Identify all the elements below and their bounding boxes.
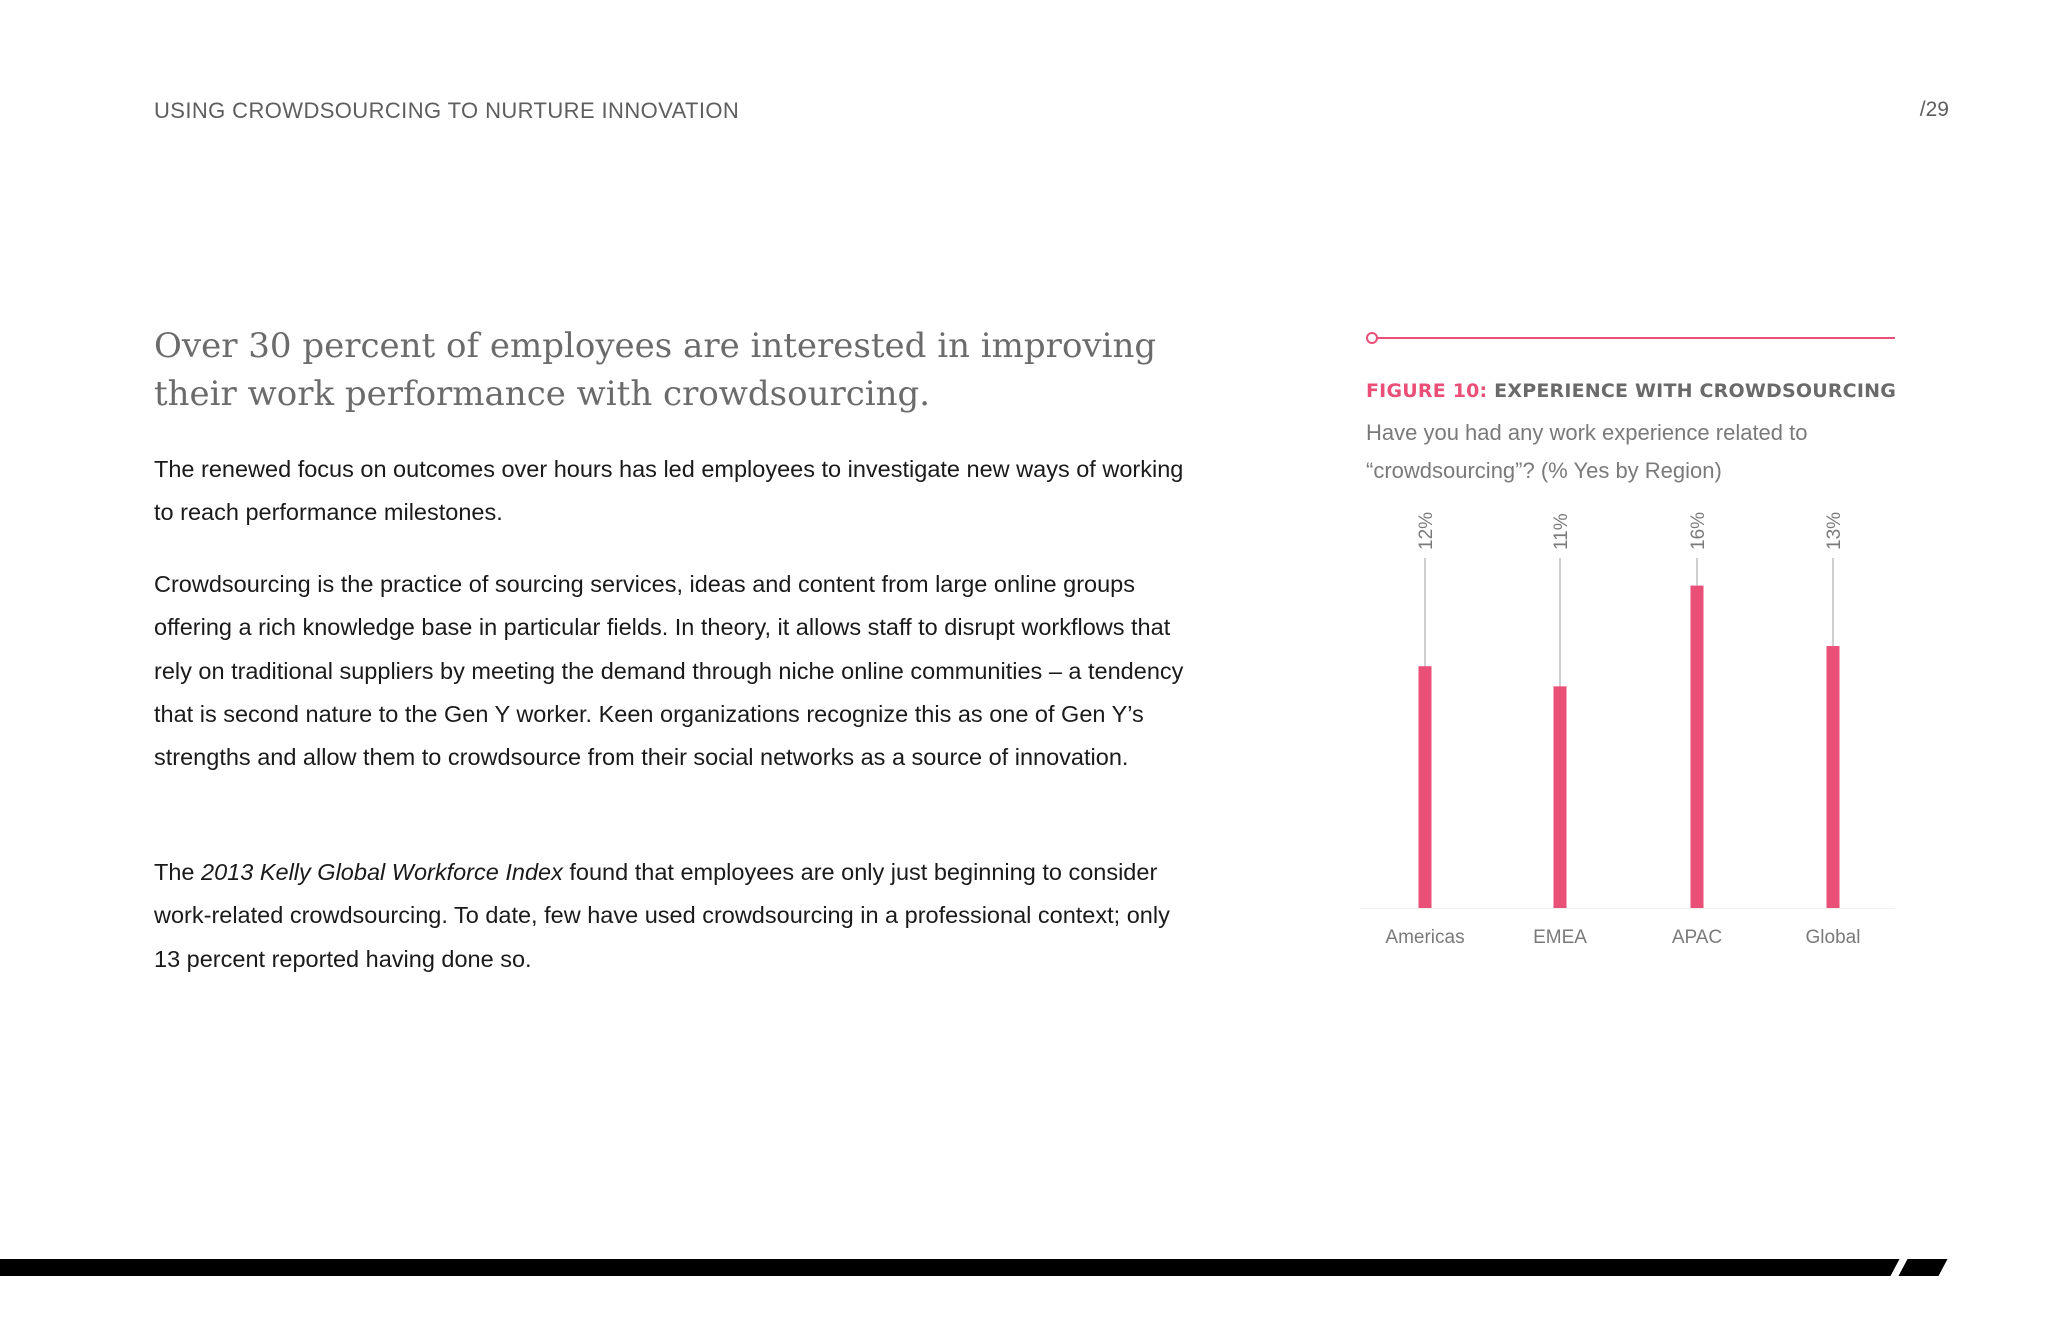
category-label: APAC bbox=[1671, 927, 1723, 948]
figure-title bbox=[1366, 380, 1896, 402]
footer-slash-2 bbox=[1898, 1259, 1947, 1276]
page-number: /29 bbox=[1919, 98, 1949, 121]
figure-divider-dot bbox=[1366, 332, 1378, 344]
footer-slash-1 bbox=[1850, 1259, 1899, 1276]
figure-divider bbox=[1371, 337, 1895, 339]
paragraph-3-rest: found that employees are only just beginning to consider work-related crowdsourcing. To date, few have used crowdsourcing in a professional context; only 13 percent reported having done so. bbox=[154, 859, 1170, 972]
bar-americas bbox=[1419, 666, 1432, 908]
footer-bar bbox=[0, 1259, 1860, 1276]
bar-emea bbox=[1554, 686, 1567, 908]
report-title: 2013 Kelly Global Workforce Index bbox=[201, 859, 563, 885]
figure-label: FIGURE 10: bbox=[1366, 380, 1488, 402]
paragraph-3-lead: The bbox=[154, 859, 202, 885]
category-label: Global bbox=[1805, 927, 1861, 948]
figure-heading: EXPERIENCE WITH CROWDSOURCING bbox=[1494, 380, 1896, 402]
body-paragraph-2: Crowdsourcing is the practice of sourcing services, ideas and content from large online groups offering a rich knowledge base in particular fields. In theory, it allows staff to disrupt workflows that rely on traditional suppliers by meeting the demand through niche online communities – a tendency that is second nature to the Gen Y worker. Keen organizations recognize this as one of Gen Y’s strengths and allow them to crowdsource from their social networks as a source of innovation. bbox=[154, 571, 1184, 771]
headline: Over 30 percent of employees are interested in improving their work performance with crowdsourcing. bbox=[154, 326, 1157, 414]
category-label: Americas bbox=[1385, 927, 1465, 948]
bar-value-label: 11% bbox=[1551, 513, 1572, 550]
body-paragraph-1: The renewed focus on outcomes over hours has led employees to investigate new ways of working to reach performance milestones. bbox=[154, 456, 1184, 526]
body-paragraph-3 bbox=[154, 851, 1194, 981]
bar-apac bbox=[1691, 586, 1704, 908]
bar-global bbox=[1827, 646, 1840, 908]
region-bar-chart bbox=[1360, 505, 1900, 965]
header-title: USING CROWDSOURCING TO NURTURE INNOVATION bbox=[154, 98, 740, 123]
category-label: EMEA bbox=[1533, 927, 1587, 948]
bar-value-label: 16% bbox=[1688, 511, 1709, 550]
bar-value-label: 12% bbox=[1416, 511, 1437, 550]
bar-value-label: 13% bbox=[1824, 511, 1845, 550]
figure-question: Have you had any work experience related to “crowdsourcing”? (% Yes by Region) bbox=[1366, 420, 1808, 483]
